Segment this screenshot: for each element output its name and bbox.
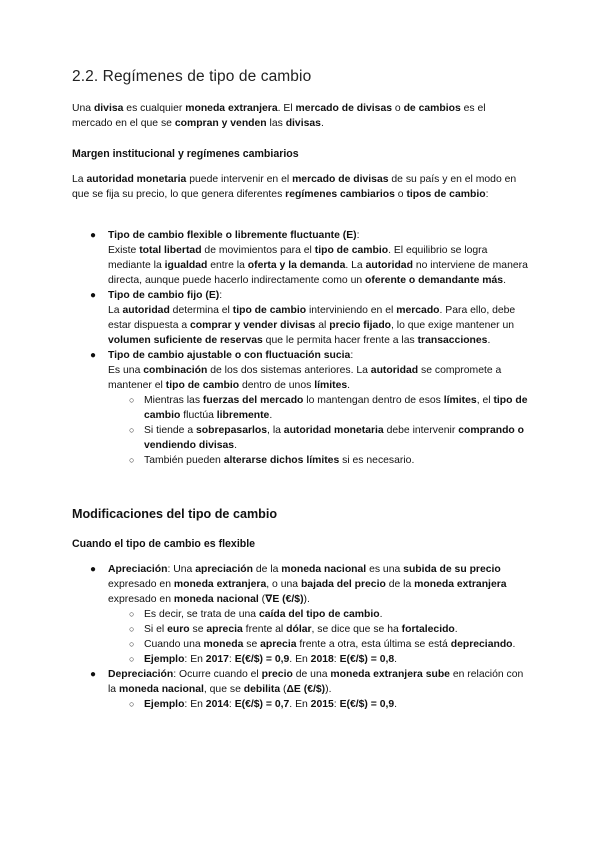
bullet-icon: ●: [90, 230, 97, 241]
list-item: ● Tipo de cambio ajustable o con fluctuación sucia: Es una combinación de los dos sistemas anteriores. La autoridad se compromete a mantener el tipo de cambio dentro de unos límites. ○ Mientras las fuerzas del mercado lo mantengan dentro de esos límites, el tipo de cambio fluctúa libremente. ○ Si tiende a sobrepasarlos, la autoridad monetaria debe intervenir comprando o vendiendo divisas. ○ También pueden alterarse dichos límites si es necesario.: [90, 350, 528, 466]
sub-list-item: ○ También pueden alterarse dichos límites si es necesario.: [129, 455, 415, 466]
circle-bullet-icon: ○: [129, 455, 135, 465]
sub-list-item: ○ Ejemplo: En 2017: E(€/$) = 0,9. En 2018: E(€/$) = 0,8.: [129, 654, 398, 665]
regimes-list: [72, 228, 528, 468]
bullet-icon: ●: [90, 290, 97, 301]
list-item: ● Apreciación: Una apreciación de la moneda nacional es una subida de su precio expresado en moneda extranjera, o una bajada del precio de la moneda extranjera expresado en moneda nacional (∇E (€/$)). ○ Es decir, se trata de una caída del tipo de cambio. ○ Si el euro se aprecia frente al dólar, se dice que se ha fortalecido. ○ Cuando una moneda se aprecia frente a otra, esta última se está depreciando. ○ Ejemplo: En 2017: E(€/$) = 0,9. En 2018: E(€/$) = 0,8.: [72, 562, 528, 667]
intro-paragraph: Una divisa es cualquier moneda extranjera. El mercado de divisas o de cambios es el mercado en el que se compran y venden las divisas.: [72, 103, 486, 129]
section-heading-modificaciones: Modificaciones del tipo de cambio: [72, 507, 278, 521]
circle-bullet-icon: ○: [129, 624, 135, 634]
list-item: ● Tipo de cambio fijo (E): La autoridad determina el tipo de cambio interviniendo en el mercado. Para ello, debe estar dispuesta a comprar y vender divisas al precio fijado, lo que exige mantener un volumen suficiente de reservas que le permita hacer frente a las transacciones.: [90, 290, 516, 346]
bullet-icon: ●: [90, 669, 97, 680]
circle-bullet-icon: ○: [129, 639, 135, 649]
circle-bullet-icon: ○: [129, 425, 135, 435]
list-item: ● Tipo de cambio flexible o libremente fluctuante (E): Existe total libertad de movimientos para el tipo de cambio. El equilibrio se logra mediante la igualdad entre la oferta y la demanda. La autoridad no interviene de manera directa, aunque puede hacerlo indirectamente como un oferente o demandante más.: [90, 230, 528, 286]
circle-bullet-icon: ○: [129, 699, 135, 709]
sub-list: [108, 393, 528, 468]
list-item: ● Depreciación: Ocurre cuando el precio de una moneda extranjera sube en relación con la moneda nacional, que se debilita (ΔE (€/$)). ○ Ejemplo: En 2014: E(€/$) = 0,7. En 2015: E(€/$) = 0,9.: [72, 667, 528, 712]
section-heading-margen: Margen institucional y regímenes cambiarios: [72, 148, 299, 160]
bullet-icon: ●: [90, 350, 97, 361]
section1-paragraph: La autoridad monetaria puede intervenir en el mercado de divisas de su país y en el modo en que se fija su precio, lo que genera diferentes regímenes cambiarios o tipos de cambio:: [72, 174, 517, 200]
page-title: 2.2. Regímenes de tipo de cambio: [72, 68, 312, 85]
subheading-flexible: Cuando el tipo de cambio es flexible: [72, 538, 256, 550]
sub-list-item: ○ Es decir, se trata de una caída del tipo de cambio.: [129, 609, 383, 620]
sub-list-item: ○ Si el euro se aprecia frente al dólar, se dice que se ha fortalecido.: [129, 624, 458, 635]
modifications-list: [72, 562, 528, 712]
sub-list-item: ○ Cuando una moneda se aprecia frente a otra, esta última se está depreciando.: [129, 639, 516, 650]
sub-list-item: ○ Ejemplo: En 2014: E(€/$) = 0,7. En 2015: E(€/$) = 0,9.: [129, 699, 398, 710]
circle-bullet-icon: ○: [129, 654, 135, 664]
sub-list: [108, 607, 528, 667]
circle-bullet-icon: ○: [129, 395, 135, 405]
circle-bullet-icon: ○: [129, 609, 135, 619]
sub-list-item: ○ Mientras las fuerzas del mercado lo mantengan dentro de esos límites, el tipo de cambio fluctúa libremente.: [129, 395, 528, 421]
bullet-icon: ●: [90, 564, 97, 575]
sub-list: [108, 697, 528, 712]
sub-list-item: ○ Si tiende a sobrepasarlos, la autoridad monetaria debe intervenir comprando o vendiendo divisas.: [129, 425, 525, 451]
